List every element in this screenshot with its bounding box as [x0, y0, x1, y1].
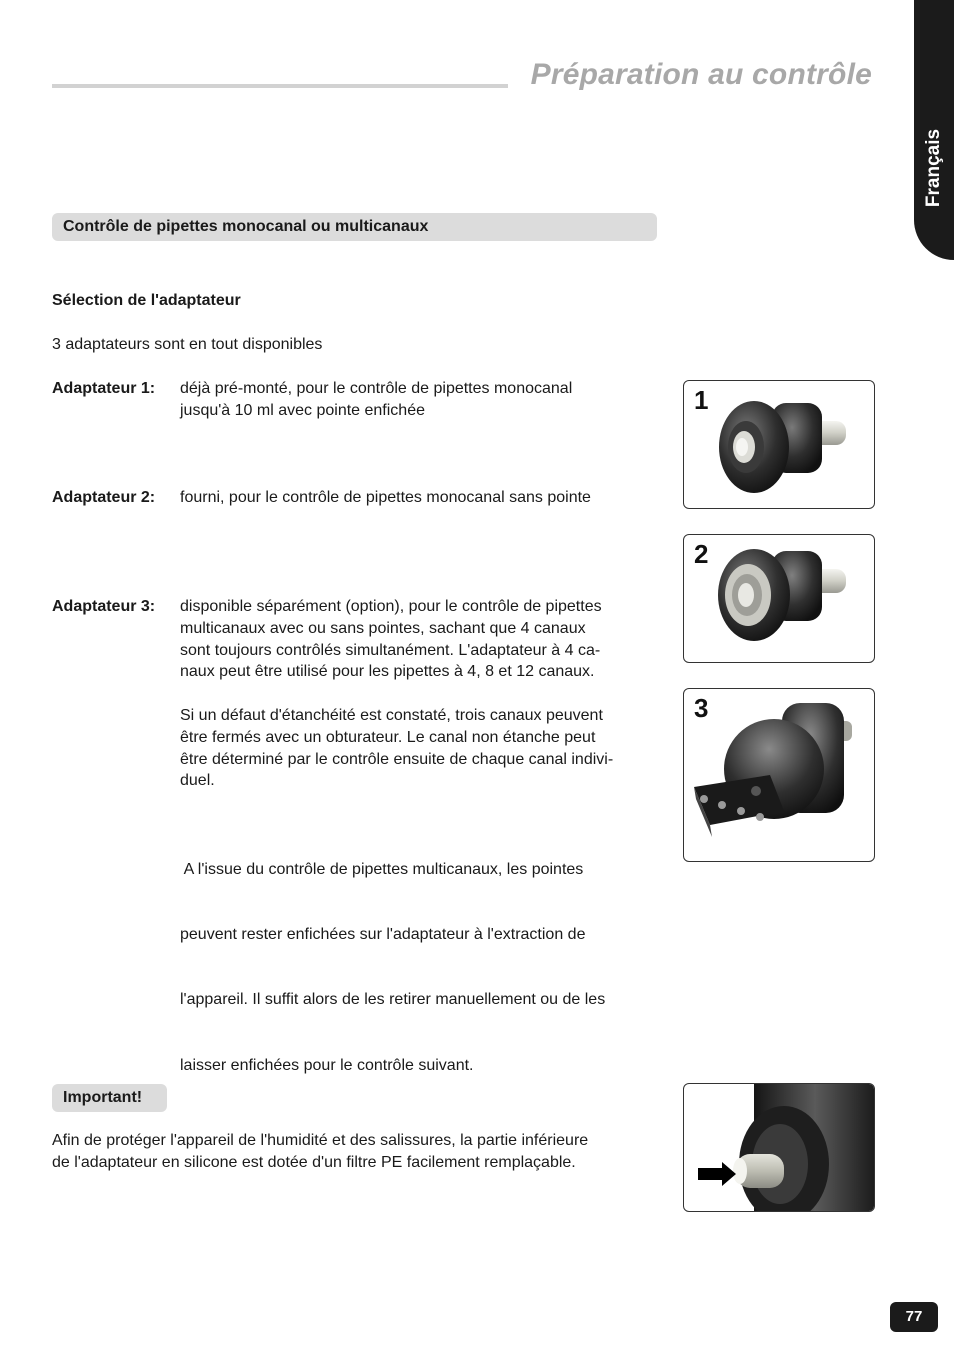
adapter-3-photo: [683, 688, 875, 862]
selection-intro: 3 adaptateurs sont en tout disponibles: [52, 336, 323, 353]
title-rule: [52, 84, 508, 88]
adapter-3-note-leak: Si un défaut d'étanchéité est constaté, trois canaux peuvent être fermés avec un obturateur. Le canal non étanche peut être déterminé par le contrôle ensuite de chaque canal indivi- duel.: [180, 707, 614, 790]
section-header: [52, 213, 657, 241]
important-label: Important!: [63, 1089, 143, 1106]
important-text: Afin de protéger l'appareil de l'humidité et des salissures, la partie inférieure de l'adaptateur en silicone est dotée d'un filtre PE facilement remplaçable.: [52, 1132, 589, 1171]
adapter-3-description: disponible séparément (option), pour le contrôle de pipettes multicanaux avec ou sans pointes, sachant que 4 canaux sont toujours contrôlés simultanément. L'adaptateur à 4 ca- naux peut être utilisé pour les pipettes à 4, 8 et 12 canaux.: [180, 598, 602, 681]
page-title: Préparation au contrôle: [530, 58, 872, 91]
adapter-3-note-tips: A l'issue du contrôle de pipettes multicanaux, les pointes peuvent rester enfichées sur l'adaptateur à l'extraction de l'appareil. Il suffit alors de les retirer manuellement ou de les laisser enfichées pour le contrôle suivant.: [180, 860, 606, 1074]
selection-heading: Sélection de l'adaptateur: [52, 292, 241, 309]
language-tab: [914, 0, 954, 260]
photo-2-number: 2: [694, 539, 709, 569]
section-title: Contrôle de pipettes monocanal ou multicanaux: [63, 218, 429, 235]
photo-3-number: 3: [694, 693, 709, 723]
adapter-3-label: Adaptateur 3:: [52, 598, 156, 615]
photo-1-number: 1: [694, 385, 709, 415]
adapter-1-label: Adaptateur 1:: [52, 380, 156, 397]
adapter-2-photo: [683, 534, 875, 663]
adapter-1-description: déjà pré-monté, pour le contrôle de pipettes monocanal jusqu'à 10 ml avec pointe enfichée: [180, 380, 573, 419]
adapter-1-photo: [683, 380, 875, 509]
language-tab-label: Français: [923, 128, 944, 208]
page-number: 77: [890, 1302, 938, 1332]
filter-photo: [683, 1083, 875, 1212]
adapter-2-label: Adaptateur 2:: [52, 489, 156, 506]
important-label-box: [52, 1084, 167, 1112]
adapter-2-description: fourni, pour le contrôle de pipettes monocanal sans pointe: [180, 489, 591, 506]
